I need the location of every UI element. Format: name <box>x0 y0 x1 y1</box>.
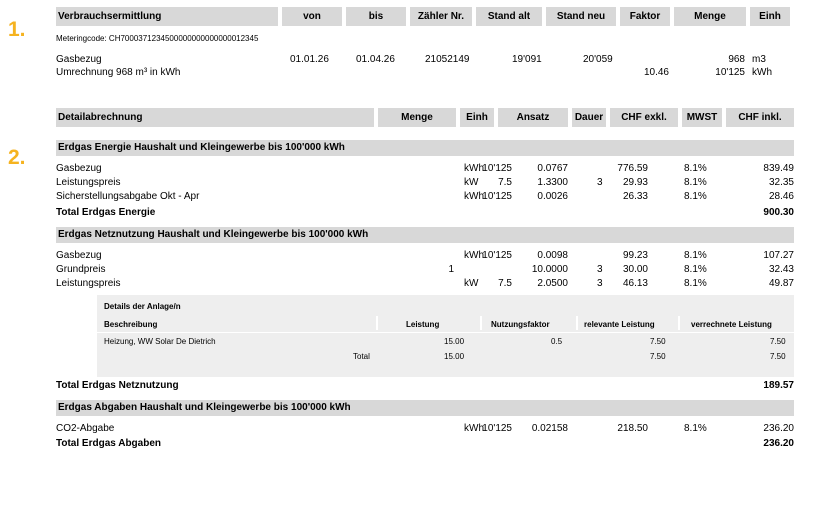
col-ansatz: Ansatz <box>498 108 568 127</box>
row-ansatz: 10.0000 <box>531 264 568 275</box>
column-divider <box>480 316 482 330</box>
row-menge: 7.5 <box>498 278 512 289</box>
section-marker-2: 2. <box>8 146 26 169</box>
column-divider <box>678 316 680 330</box>
divider <box>97 332 794 333</box>
row-label: Gasbezug <box>56 54 102 65</box>
row-chf-inkl: 839.49 <box>763 163 794 174</box>
col-verbrauchsermittlung: Verbrauchsermittlung <box>56 7 278 26</box>
col-mwst: MWST <box>682 108 722 127</box>
row-bis: 01.04.26 <box>356 54 395 65</box>
row-dauer: 3 <box>597 264 603 275</box>
row-von: 01.01.26 <box>290 54 329 65</box>
col-von: von <box>282 7 342 26</box>
detail-header <box>56 108 794 127</box>
anlage-title: Details der Anlage/n <box>104 302 181 311</box>
row-menge: 7.5 <box>498 177 512 188</box>
table-row <box>56 190 794 203</box>
col-zaehler: Zähler Nr. <box>410 7 472 26</box>
row-ansatz: 0.0767 <box>537 163 568 174</box>
table-row <box>56 422 794 435</box>
row-chf-exkl: 26.33 <box>622 191 648 202</box>
verbrauch-row <box>56 53 794 66</box>
total-value: 236.20 <box>763 438 794 449</box>
row-label: Grundpreis <box>56 264 106 275</box>
col-dauer: Dauer <box>572 108 606 127</box>
col-stand-alt: Stand alt <box>476 7 542 26</box>
anlage-total-label: Total <box>353 352 370 361</box>
row-menge: 968 <box>728 54 745 65</box>
row-mwst: 8.1% <box>684 177 707 188</box>
anlage-col-relevante: relevante Leistung <box>584 320 655 329</box>
row-mwst: 8.1% <box>684 163 707 174</box>
total-value: 189.57 <box>763 380 794 391</box>
row-chf-exkl: 218.50 <box>617 423 648 434</box>
row-chf-exkl: 776.59 <box>617 163 648 174</box>
col-menge: Menge <box>378 108 456 127</box>
row-zaehler: 21052149 <box>425 54 470 65</box>
col-stand-neu: Stand neu <box>546 7 616 26</box>
col-detailabrechnung: Detailabrechnung <box>56 108 374 127</box>
anlage-row-relevant: 7.50 <box>650 337 666 346</box>
row-label: Sicherstellungsabgabe Okt - Apr <box>56 191 200 202</box>
row-dauer: 3 <box>597 278 603 289</box>
row-chf-inkl: 32.35 <box>768 177 794 188</box>
col-einh: Einh <box>750 7 790 26</box>
total-row <box>56 206 794 219</box>
row-chf-exkl: 29.93 <box>622 177 648 188</box>
row-menge: 1 <box>448 264 454 275</box>
table-row <box>56 249 794 262</box>
total-value: 900.30 <box>763 207 794 218</box>
row-menge: 10'125 <box>482 163 512 174</box>
row-ansatz: 0.0026 <box>537 191 568 202</box>
total-label: Total Erdgas Energie <box>56 207 156 218</box>
column-divider <box>376 316 378 330</box>
row-chf-inkl: 107.27 <box>763 250 794 261</box>
anlage-row-leistung: 15.00 <box>444 337 465 346</box>
table-row <box>56 263 794 276</box>
row-label: Gasbezug <box>56 250 102 261</box>
table-row <box>56 277 794 290</box>
row-stand-alt: 19'091 <box>512 54 542 65</box>
anlage-row-faktor: 0.5 <box>551 337 563 346</box>
anlage-row-beschreibung: Heizung, WW Solar De Dietrich <box>104 337 216 346</box>
section-netz-title: Erdgas Netznutzung Haushalt und Kleingewerbe bis 100'000 kWh <box>56 227 794 243</box>
col-einh: Einh <box>460 108 494 127</box>
row-ansatz: 2.0500 <box>537 278 568 289</box>
row-chf-exkl: 30.00 <box>622 264 648 275</box>
row-chf-inkl: 49.87 <box>768 278 794 289</box>
anlage-col-nutzungsfaktor: Nutzungsfaktor <box>491 320 550 329</box>
anlage-col-beschreibung: Beschreibung <box>104 320 158 329</box>
row-einh: kWh <box>464 191 484 202</box>
row-einh: kWh <box>464 163 484 174</box>
table-row <box>56 162 794 175</box>
row-chf-exkl: 46.13 <box>622 278 648 289</box>
total-row <box>56 437 794 450</box>
col-bis: bis <box>346 7 406 26</box>
col-chf-inkl: CHF inkl. <box>726 108 794 127</box>
meteringcode: Meteringcode: CH7000371234500000000000000012345 <box>56 34 259 43</box>
row-menge: 10'125 <box>482 423 512 434</box>
row-einh: kW <box>464 278 479 289</box>
col-menge: Menge <box>674 7 746 26</box>
verbrauch-row <box>56 66 794 79</box>
row-mwst: 8.1% <box>684 191 707 202</box>
col-chf-exkl: CHF exkl. <box>610 108 678 127</box>
anlage-total-verrechnet: 7.50 <box>770 352 786 361</box>
column-divider <box>576 316 578 330</box>
section-abgaben-title: Erdgas Abgaben Haushalt und Kleingewerbe bis 100'000 kWh <box>56 400 794 416</box>
row-label: Leistungspreis <box>56 177 121 188</box>
row-chf-inkl: 28.46 <box>768 191 794 202</box>
row-menge: 10'125 <box>482 250 512 261</box>
row-label: Umrechnung 968 m³ in kWh <box>56 67 181 78</box>
row-einh: kWh <box>752 67 772 78</box>
row-stand-neu: 20'059 <box>583 54 613 65</box>
row-label: CO2-Abgabe <box>56 423 115 434</box>
anlage-details <box>97 295 794 377</box>
verbrauch-header <box>56 7 790 26</box>
row-ansatz: 0.02158 <box>531 423 568 434</box>
row-dauer: 3 <box>597 177 603 188</box>
anlage-col-leistung: Leistung <box>406 320 440 329</box>
row-einh: kWh <box>464 250 484 261</box>
row-einh: m3 <box>752 54 766 65</box>
row-ansatz: 1.3300 <box>537 177 568 188</box>
col-faktor: Faktor <box>620 7 670 26</box>
anlage-total-leistung: 15.00 <box>444 352 465 361</box>
row-mwst: 8.1% <box>684 264 707 275</box>
row-mwst: 8.1% <box>684 278 707 289</box>
section-marker-1: 1. <box>8 18 26 41</box>
anlage-row-verrechnet: 7.50 <box>770 337 786 346</box>
row-faktor: 10.46 <box>643 67 669 78</box>
row-menge: 10'125 <box>715 67 745 78</box>
row-einh: kW <box>464 177 479 188</box>
total-row <box>56 379 794 392</box>
row-label: Leistungspreis <box>56 278 121 289</box>
row-chf-exkl: 99.23 <box>622 250 648 261</box>
row-chf-inkl: 236.20 <box>763 423 794 434</box>
total-label: Total Erdgas Netznutzung <box>56 380 179 391</box>
anlage-col-verrechnete: verrechnete Leistung <box>691 320 772 329</box>
row-chf-inkl: 32.43 <box>768 264 794 275</box>
anlage-total-relevant: 7.50 <box>650 352 666 361</box>
table-row <box>56 176 794 189</box>
row-mwst: 8.1% <box>684 250 707 261</box>
row-einh: kWh <box>464 423 484 434</box>
row-ansatz: 0.0098 <box>537 250 568 261</box>
row-label: Gasbezug <box>56 163 102 174</box>
total-label: Total Erdgas Abgaben <box>56 438 162 449</box>
row-menge: 10'125 <box>482 191 512 202</box>
section-energie-title: Erdgas Energie Haushalt und Kleingewerbe bis 100'000 kWh <box>56 140 794 156</box>
row-mwst: 8.1% <box>684 423 707 434</box>
